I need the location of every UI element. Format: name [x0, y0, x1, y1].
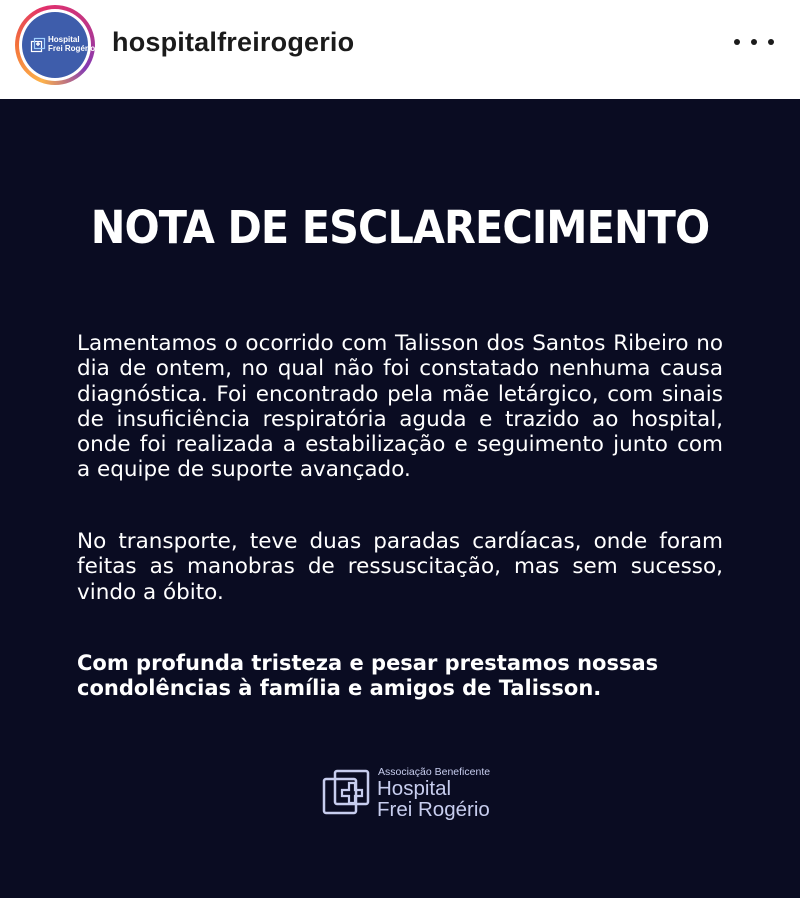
brand-line1: Hospital	[377, 777, 452, 800]
dot	[734, 39, 740, 45]
hospital-cross-logo-icon	[322, 769, 370, 817]
avatar-logo-text	[48, 35, 95, 53]
username-link[interactable]: hospitalfreirogerio	[112, 27, 355, 57]
post-header	[0, 0, 800, 99]
more-horizontal-icon[interactable]	[734, 30, 774, 54]
dot	[768, 39, 774, 45]
post-title: NOTA DE ESCLARECIMENTO	[90, 201, 710, 254]
post-image[interactable]	[0, 99, 800, 898]
avatar-border	[19, 9, 96, 81]
paragraph-3: Com profunda tristeza e pesar prestamos nossas condolências à família e amigos de Talisson.	[77, 651, 659, 701]
brand-name	[377, 778, 490, 820]
hospital-logo	[322, 766, 492, 826]
dot	[751, 39, 757, 45]
paragraph-1: Lamentamos o ocorrido com Talisson dos Santos Ribeiro no dia de ontem, no qual não foi constatado nenhuma causa diagnóstica. Foi encontrado pela mãe letárgico, com sinais de insuficiência respiratória aguda e trazido ao hospital, onde foi realizada a estabilização e seguimento junto com a equipe de suporte avançado.	[77, 331, 723, 483]
brand-line2: Frei Rogério	[377, 798, 490, 821]
paragraph-2: No transporte, teve duas paradas cardíacas, onde foram feitas as manobras de ressuscitação, mas sem sucesso, vindo a óbito.	[77, 529, 723, 605]
avatar-line1: Hospital	[48, 35, 80, 44]
brand-subtitle: Associação Beneficente	[378, 766, 491, 778]
avatar-line2: Frei Rogério	[48, 44, 96, 53]
story-ring[interactable]	[15, 5, 95, 85]
hospital-cross-mini-icon	[31, 38, 45, 52]
avatar[interactable]	[22, 12, 96, 78]
